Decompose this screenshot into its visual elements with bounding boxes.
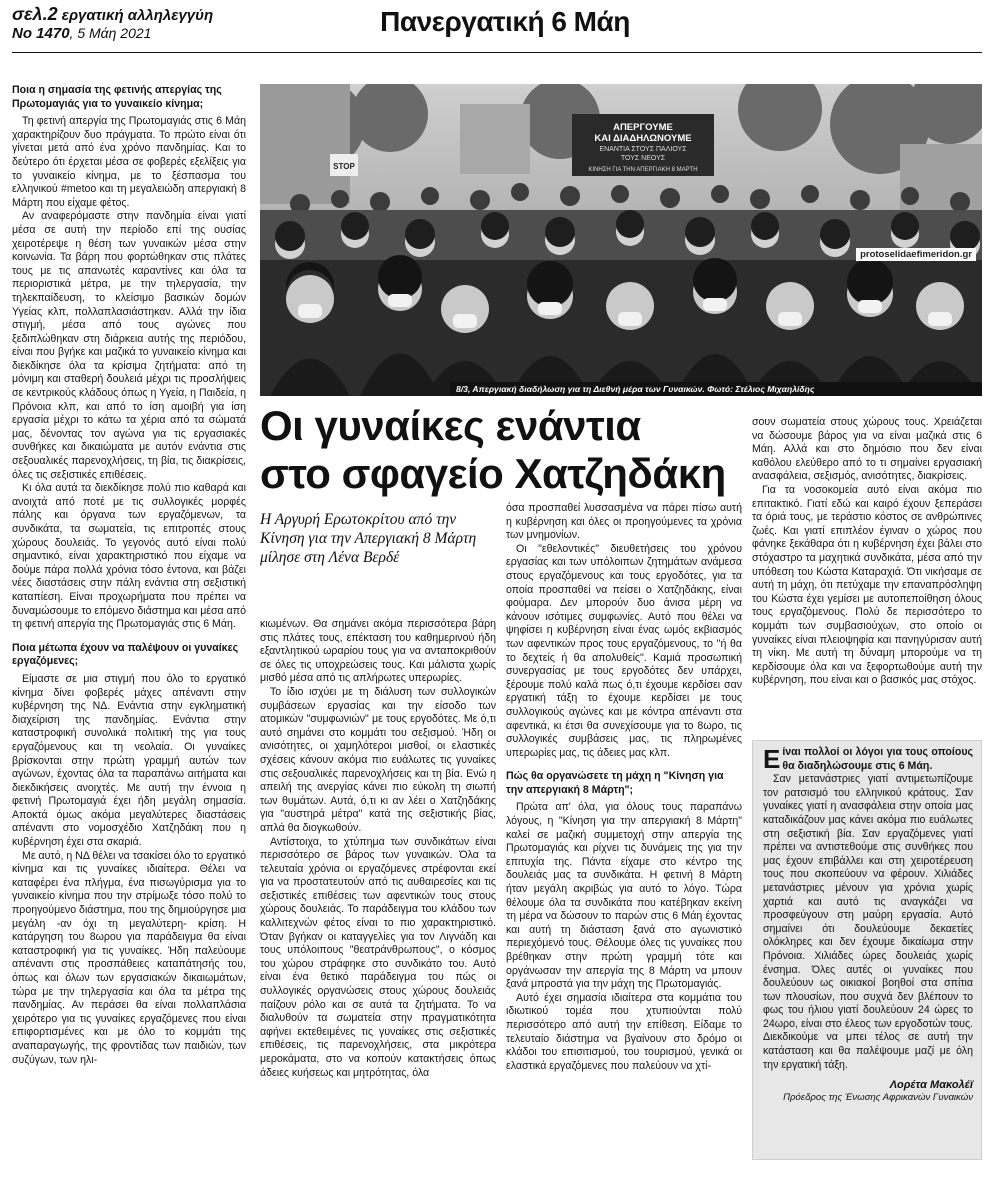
paragraph: Με αυτό, η ΝΔ θέλει να τσακίσει όλο το εργατικό κίνημα και τις γυναίκες ιδιαίτερα. Θέλει να καταφέρει ένα πλήγμα, ένα πισωγύρισμα για το γυναικείο κίνημα που την στρίμωξε τόσο πολύ το προηγούμενο διάστημα, που της δημιούργησε μια μεγάλη -αν όχι τη μεγαλύτερη- κρίση. Η κατάργηση του 8ωρου για παράδειγμα θα είναι καταστροφική για τις γυναίκες. Ήδη παλεύουμε απέναντι στις προσπάθειες καταπάτησής του, όπως και όλων των εργασιακών δικαιωμάτων, τώρα με την τηλεργασία και όλα τα μέτρα της πανδημίας. Αν περάσει θα είναι πολλαπλάσια χειρότερο για τις γυναίκες εργαζόμενες που είναι επιφορτισμένες και με όλο το κομμάτι της αναπαραγωγής, της φροντίδας των παιδιών, των συζύγων, των ηλι- xyxy=(12,849,247,1066)
paragraph: Για τα νοσοκομεία αυτό είναι ακόμα πιο επιτακτικό. Γιατί εδώ και καιρό έχουν ξεπεράσει τα όριά τους, με τεράστιο κόστος σε ανθρώπινες ζωές. Και γιατί επιπλέον έγιναν ο χώρος που φάνηκε ξεκάθαρα ότι η κυβέρνηση έχει βάλει στο στόχαστρο τα μαχητικά συνδικάτα, μέσα από την υπόθεση του Κώστα Καταραχιά. Ότι νικήσαμε σε αυτή τη μάχη, ότι πετύχαμε την επαναπρόσληψη του Κώστα έχει γεμίσει με αυτοπεποίθηση όλους τους εργαζόμενους. Πολύ δε περισσότερο το κομμάτι των συμβασιούχων, στο οποίο οι γυναίκες είναι πλειοψηφία και πανηγύρισαν αυτή τη νίκη. Με αυτή τη δύναμη μπορούμε να τη κερδίσουμε όλα και να ξεφορτωθούμε αυτή την κυβέρνηση, που είναι και ο βασικός μας στόχος. xyxy=(752,483,982,687)
svg-text:ΕΝΑΝΤΙΑ ΣΤΟΥΣ ΠΑΛΙΟΥΣ: ΕΝΑΝΤΙΑ ΣΤΟΥΣ ΠΑΛΙΟΥΣ xyxy=(599,146,687,153)
issue-number: Νο 1470 xyxy=(12,25,70,42)
paragraph: Το ίδιο ισχύει με τη διάλυση των συλλογικών συμβάσεων εργασίας και την είσοδο των ατομικών "συμφωνιών" με τους εργοδότες. Με ό,τι αυτό σημάνει στο κομμάτι του σεξισμού. Ήδη οι ανισότητες, οι χαμηλότεροι μισθοί, οι ελαστικές σχέσεις κάνουν ακόμα πιο ευάλωτες τις γυναίκες στις σεξουαλικές παρενοχλήσεις και τη βία. Ενώ η απειλή της ανεργίας κάνει πιο εύκολη τη σιωπή των θυμάτων. Αυτά, ό,τι κι αν λέει ο Χατζηδάκης για "αυστηρά μέτρα" κατά της σεξιστικής βίας, απλά θα διογκωθούν. xyxy=(260,685,496,834)
photo-source-watermark: protoselidaefimeridon.gr xyxy=(856,248,976,261)
paragraph: Πρώτα απ' όλα, για όλους τους παραπάνω λόγους, η "Κίνηση για την απεργιακή 8 Μάρτη" καλεί σε μαζική συμμετοχή στην απεργία της Πρωτομαγιάς και ρίχνει τις δυνάμεις της για την επιτυχία της. Πάντα είχαμε στο κέντρο της δουλειάς μας τα συνδικάτα. Η φετινή 8 Μάρτη ήταν μεγάλη ακριβώς για αυτό το λόγο. Τώρα θέλουμε όλα τα συνδικάτα που κατέβηκαν εκείνη τη μέρα να δώσουν το παρών στις 6 Μάη έχοντας και αυτή τη διάσταση ξανά στο αγωνιστικό περιεχόμενό τους. Θέλουμε όλες τις γυναίκες που βρέθηκαν στην πρώτη γραμμή τότε και οργάνωσαν την απεργία της 8 Μάρτη να μπουν ξανά μπροστά για την μάχη της Πρωτομαγιάς. xyxy=(506,801,742,991)
paragraph: Τη φετινή απεργία της Πρωτομαγιάς στις 6 Μάη χαρακτηρίζουν δυο πράγματα. Το πρώτο είναι ότι γίνεται μετά από ένα χρόνο πανδημίας. Και το δεύτερο ότι έρχεται μέσα σε φοβερές εξελίξεις για το γυναικείο κίνημα, με το ξέσπασμα του ελληνικού #metoo και τη μεγαλειώδη απεργιακή 8 Μάρτη που είχαμε φέτος. xyxy=(12,115,246,209)
protest-crowd-image xyxy=(260,84,982,396)
sidebar-statement-box xyxy=(752,740,982,1160)
paragraph: Είμαστε σε μια στιγμή που όλο το εργατικό κίνημα δίνει φοβερές μάχες απέναντι στην κυβέρνηση της ΝΔ. Ενάντια στην εγκληματική διαχείριση της πανδημίας. Ενάντια στην καταστροφική συνολικά πολιτική της για τους εργαζόμενους και τη νεολαία. Οι γυναίκες βρίσκονται στην πρώτη γραμμή αυτών των αγώνων, έχοντας όλα τα παραπάνω αιτήματα και διεκδικήσεις ανοιχτές. Με αυτή την έννοια η φετινή Πρωτομαγιά έχει ήδη μεγάλη σημασία. Αποκτά όμως ακόμα μεγαλύτερες διαστάσεις απέναντι στο νομοσχέδιο Χατζηδάκη που η κυβέρνηση έχει στα σκαριά. xyxy=(12,672,246,849)
issue-date: , 5 Μάη 2021 xyxy=(69,25,152,41)
interview-question: Ποια η σημασία της φετινής απεργίας της Πρωτομαγιάς για το γυναικείο κίνημα; xyxy=(12,84,222,110)
svg-text:ΚΑΙ ΔΙΑΔΗΛΩΝΟΥΜΕ: ΚΑΙ ΔΙΑΔΗΛΩΝΟΥΜΕ xyxy=(594,133,692,144)
article-column-2 xyxy=(260,618,496,1080)
paragraph: Αντίστοιχα, το χτύπημα των συνδικάτων είναι περισσότερο σε βάρος των γυναικών. Όλα τα τελευταία χρόνια οι εργαζόμενες στρέφονται εκεί για να προστατευτούν από τις αυθαιρεσίες και τις σεξιστικές επιθέσεις των αφεντικών τους στους χώρους δουλειάς. Το παράδειγμα του κλάδου των καλλιτεχνών φέτος είναι το πιο χαρακτηριστικό. Όταν βγήκαν οι καταγγελίες για τον Λιγνάδη και τους υπόλοιπους "θεατράνθρωπους", ο κόσμος του χώρου στράφηκε στο συνδικάτο του. Αυτό είναι ένα θετικό παράδειγμα του πώς οι συλλογικές οργανώσεις στους χώρους δουλειάς παίζουν ρόλο και σε αυτά τα ζητήματα. Το να διαλυθούν τα σωματεία στην πραγματικότητα αφήνει εκτεθειμένες τις γυναίκες στις σεξιστικές επιθέσεις, τις παρενοχλήσεις, στα μικρότερα μεροκάματα, στο να κοπούν κατακτήσεις όπως άδειες κυήσεως και μητρότητας, όλα xyxy=(260,835,496,1079)
svg-text:STOP: STOP xyxy=(333,162,355,171)
article-column-1 xyxy=(12,84,246,1067)
protest-photo xyxy=(260,84,982,396)
paragraph: Κι όλα αυτά τα διεκδίκησε πολύ πιο καθαρά και ανοιχτά από ποτέ με τις συλλογικές μορφές πάλης και όργανα των εργαζόμενων, τα συνδικάτα, τα σωματεία, τις επιτροπές στους χώρους δουλειάς. Το γεγονός αυτό είναι πολύ σημαντικό, είναι χαρακτηριστικό που είχαμε να δούμε πάρα πολλά χρόνια τόσο έντονα, και βάζει νέες διαστάσεις στην πάλη ενάντια στη σεξιστική καταπίεση. Είναι προχωρήματα που πρέπει να δυναμώσουμε το επόμενο διάστημα και μέσα από τη φετινή απεργία της Πρωτομαγιάς στις 6 Μάη. xyxy=(12,482,246,631)
box-lead: ίναι πολλοί οι λόγοι για τους οποίους θα διαδηλώσουμε στις 6 Μάη. xyxy=(782,746,973,772)
drop-cap: Ε xyxy=(763,744,781,774)
masthead xyxy=(12,5,262,42)
paragraph: όσα προσπαθεί λυσσασμένα να πάρει πίσω αυτή η κυβέρνηση και όλες οι προηγούμενες τα χρόνια των μνημονίων. xyxy=(506,502,742,542)
article-column-4 xyxy=(752,416,982,688)
paragraph: Αυτό έχει σημασία ιδιαίτερα στα κομμάτια του ιδιωτικού τομέα που χτυπιούνται πολύ περισσότερο από αυτή την επίθεση. Είδαμε το τελευταίο διάστημα να βγαίνουν στο δρόμο οι κλάδοι του επισιτισμού, του τουρισμού, γενικά οι ελαστικά εργαζόμενες που παλεύουν να χτί- xyxy=(506,991,742,1072)
svg-text:ΤΟΥΣ ΝΕΟΥΣ: ΤΟΥΣ ΝΕΟΥΣ xyxy=(620,155,666,162)
newspaper-name: εργατική αλληλεγγύη xyxy=(61,7,214,24)
signature-name: Λορέτα Μακολέϊ xyxy=(889,1079,973,1092)
photo-caption: 8/3, Απεργιακή διαδήλωση για τη Διεθνή μέρα των Γυναικών. Φωτό: Στέλιος Μιχαηλίδης xyxy=(450,382,982,396)
paragraph: Οι "εθελοντικές" διευθετήσεις του χρόνου εργασίας και των υπόλοιπων ζητημάτων ανάμεσα στους εργαζόμενους και τους εργοδότες, για τα οποία προσπαθεί να πείσει ο Χατζηδάκης, είναι φούμαρα. Δεν μπορούν δυο άνισα μέρη να κάνουν ισότιμες συμφωνίες. Αυτό που θέλει να ψηφίσει η κυβέρνηση είναι ένας ωμός εκβιασμός των αφεντικών προς τους εργαζόμενους, το "ή θα το δεχτείς ή θα απολυθείς". Καμιά προσωπική συνεργασίας με τους εργοδότες δεν υπάρχει, ξέρουμε πολύ καλά πως ό,τι έχουμε κερδίσει σαν εργατική τάξη το έχουμε κερδίσει με τους συλλογικούς αγώνες και με κόντρα απέναντι στα αφεντικά, κι έτσι θα συνεχίσουμε για το 8ωρο, τις συλλογικές συμβάσεις μας, τις πληρωμένες υπερωρίες μας, τις άδειες μας κλπ. xyxy=(506,542,742,759)
masthead-divider xyxy=(12,52,982,53)
article-headline xyxy=(260,402,750,498)
paragraph: σουν σωματεία στους χώρους τους. Χρειάζεται να δώσουμε βάρος για να είναι μαζικά στις 6 Μάη. Αλλά και στο δημόσιο που δεν είναι καθόλου ελεύθερο από το τι σημαίνει εργασιακή ανασφάλεια, σεξισμός, ανισότητες, διακρίσεις. xyxy=(752,416,982,483)
article-column-3 xyxy=(506,502,742,1073)
paragraph: Αν αναφερόμαστε στην πανδημία είναι γιατί μέσα σε αυτή την περίοδο επί της ουσίας χειροτέρεψε η θέση των γυναικών μέσα στην κοινωνία. Τα βάρη που φορτώθηκαν στις πλάτες τους με τις απανωτές καραντίνες και όλα τα περιοριστικά μέτρα, με την τηλεργασία, την τηλεκπαίδευση, το κλείσιμο βασικών δομών Υγείας κλπ, πολλαπλασιάστηκαν. Αλλά την ίδια στιγμή, μέσα από τους αγώνες που ξεδιπλώθηκαν στη διάρκεια αυτής της περιόδου, είναι που βγήκε και μαζικά το γυναικείο κίνημα και διεκδίκησε όλα τα κρίσιμα ζητήματα: από τη μόνιμη και σταθερή δουλειά μέχρι τις προσλήψεις σε κεντρικούς κλάδους όπως η Υγεία, η Παιδεία, η Πρόνοια κλπ, και από το ίση αμοιβή για ίση εργασία μέχρι το κάτω τα χέρια από τα σώματά μας, δένοντας τον αγώνα για τις εργασιακές συνθήκες και δικαιώματα με αυτόν ενάντια στις σεξουαλικές παρενοχλήσεις, τη βία, τις διακρίσεις, όλες τις σεξιστικές επιθέσεις. xyxy=(12,210,246,481)
paragraph: κιωμένων. Θα σημάνει ακόμα περισσότερα βάρη στις πλάτες τους, επέκταση του καθημερινού ήδη εξαντλητικού ωραρίου τους για να ανταποκριθούν σε όλες τις υποχρεώσεις τους. Και μάλιστα χωρίς μισθό μέσα από τις απλήρωτες υπερωρίες. xyxy=(260,618,496,685)
protest-banner xyxy=(572,114,714,176)
signature-role: Πρόεδρος της Ένωσης Αφρικανών Γυναικών xyxy=(783,1092,973,1104)
svg-text:ΚΙΝΗΣΗ ΓΙΑ ΤΗΝ ΑΠΕΡΓΙΑΚΗ 8 ΜΑΡ: ΚΙΝΗΣΗ ΓΙΑ ΤΗΝ ΑΠΕΡΓΙΑΚΗ 8 ΜΑΡΤΗ xyxy=(588,167,698,173)
section-title: Πανεργατική 6 Μάη xyxy=(380,6,630,37)
article-intro: Η Αργυρή Ερωτοκρίτου από την Κίνηση για την Απεργιακή 8 Μάρτη μίλησε στη Λένα Βερδέ xyxy=(260,511,477,566)
svg-text:ΑΠΕΡΓΟΥΜΕ: ΑΠΕΡΓΟΥΜΕ xyxy=(613,122,673,133)
interview-question: Πώς θα οργανώσετε τη μάχη η "Κίνηση για την απεργιακή 8 Μάρτη"; xyxy=(506,770,724,796)
headline-line: στο σφαγείο Χατζηδάκη xyxy=(260,450,726,497)
stop-sign xyxy=(330,154,358,176)
box-body: Σαν μετανάστριες γιατί αντιμετωπίζουμε τον ρατσισμό του ελληνικού κράτους. Σαν γυναίκες γιατί η ανασφάλεια στην οποία μας καταδικάζουν μας κάνει ακόμα πιο ευάλωτες στη σεξιστική βία. Σαν εργαζόμενες γιατί πρέπει να αντιστεθούμε στις συνθήκες που μας έχουν επιβάλλει και στη χειροτέρευση τους που σκοπεύουν να φέρουν. Χιλιάδες μετανάστριες μένουν για χρόνια χωρίς χαρτιά και αυτό τις αναγκάζει να προσφεύγουν στη μαύρη εργασία. Αυτό σημαίνει ότι δουλεύουμε δεκαετίες ολόκληρες και δεν έχουμε δικαίωμα στην Πρόνοια. Χιλιάδες ώρες δουλειάς χωρίς ένσημα. Όλες αυτές οι γυναίκες που δουλεύουν ως οικιακοί βοηθοί στα σπίτια των πλουσίων, που συχνά δεν βλέπουν το φως του ήλιου γιατί δουλεύουν 24 ώρες το 24ωρο, είναι στο έλεος των εργοδοτών τους. Διεκδικούμε να μπει τέλος σε αυτή την κατάσταση και θα παλέψουμε μαζί με όλη την εργατική τάξη. xyxy=(763,773,973,1071)
headline-line: Οι γυναίκες ενάντια xyxy=(260,402,641,449)
interview-question: Ποια μέτωπα έχουν να παλέψουν οι γυναίκες εργαζόμενες; xyxy=(12,641,239,668)
page-number: σελ.2 xyxy=(12,4,58,24)
